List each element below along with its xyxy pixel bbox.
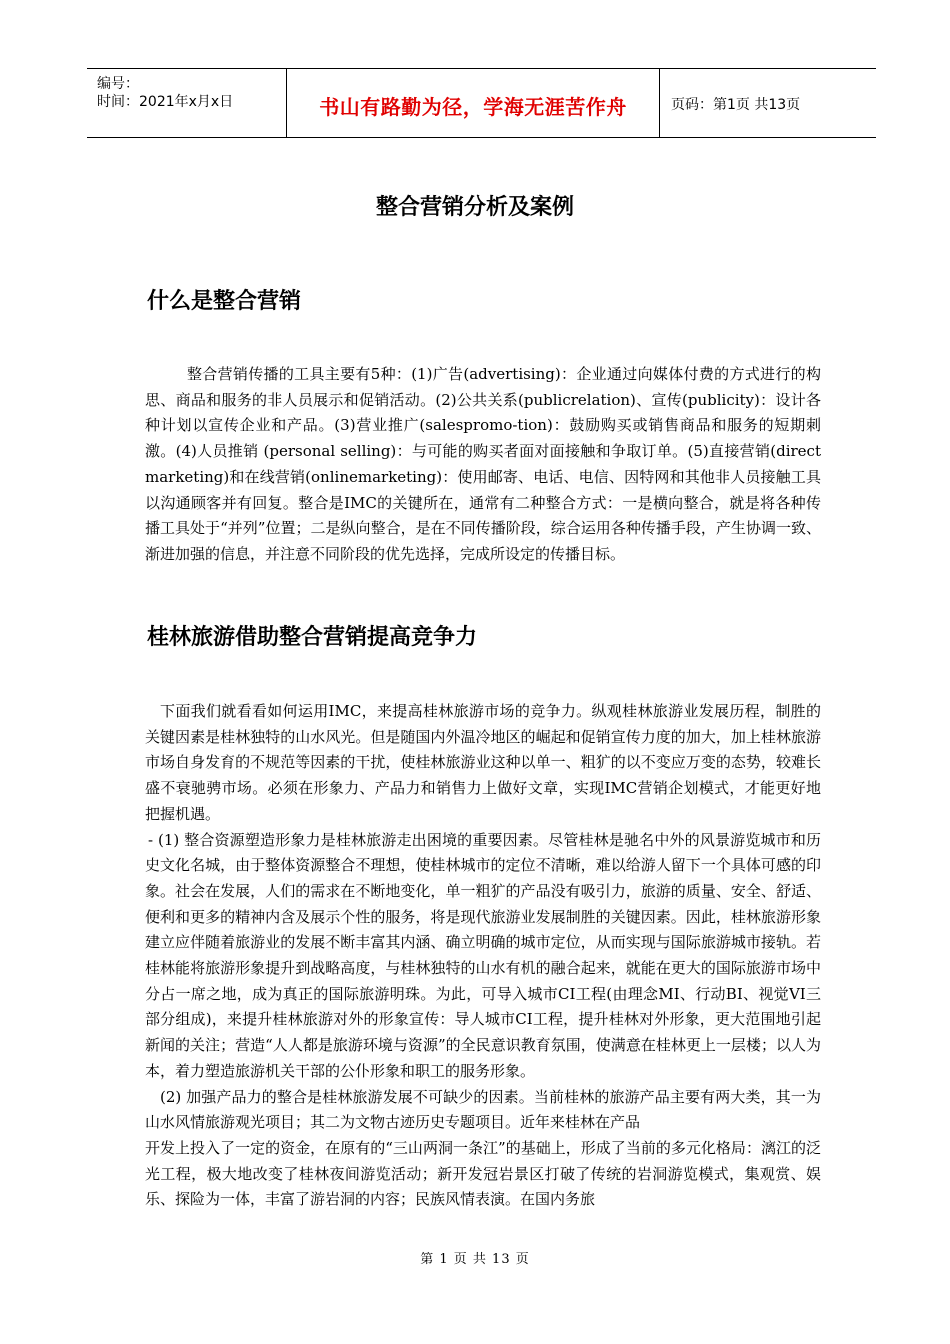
header-page-info: 页码：第1页 共13页 — [671, 97, 801, 113]
section-heading-guilin: 桂林旅游借助整合营销提高竞争力 — [147, 625, 478, 650]
header-meta — [97, 75, 233, 111]
section1-paragraph — [145, 362, 821, 568]
paragraph: (2) 加强产品力的整合是桂林旅游发展不可缺少的因素。当前桂林的旅游产品主要有两大类，其一为山水风情旅游观光项目；其二为文物古迹历史专题项目。近年来桂林在产品 — [145, 1087, 821, 1132]
paragraph: - (1) 整合资源塑造形象力是桂林旅游走出困境的重要因素。尽管桂林是驰名中外的风景游览城市和历史文化名城，由于整体资源整合不理想，使桂林城市的定位不清晰，难以给游人留下一个具体可感的印象。社会在发展，人们的需求在不断地变化，单一粗犷的产品没有吸引力，旅游的质量、安全、舒适、便利和更多的精神内含及展示个性的服务，将是现代旅游业发展制胜的关键因素。因此，桂林旅游形象建立应伴随着旅游业的发展不断丰富其内涵、确立明确的城市定位，从而实现与国际旅游城市接轨。若桂林能将旅游形象提升到战略高度，与桂林独特的山水有机的融合起来，就能在更大的国际旅游市场中分占一席之地，成为真正的国际旅游明珠。为此，可导入城市CI工程(由理念MI、行动BI、视觉VI三部分组成)，来提升桂林旅游对外的形象宣传：导人城市CI工程，提升桂林对外形象，更大范围地引起新闻的关注；营造“人人都是旅游环境与资源”的全民意识教育氛围，使满意在桂林更上一层楼；以人为本，着力塑造旅游机关干部的公仆形象和职工的服务形象。 — [145, 830, 821, 1080]
section-heading-what-is-imc: 什么是整合营销 — [147, 289, 302, 314]
document-title: 整合营销分析及案例 — [375, 195, 574, 220]
header-time: 时间：2021年x月x日 — [97, 94, 234, 110]
header-divider — [659, 69, 660, 137]
header-number: 编号： — [97, 76, 139, 92]
paragraph: 下面我们就看看如何运用IMC，来提高桂林旅游市场的竞争力。纵观桂林旅游业发展历程，制胜的关键因素是桂林独特的山水风光。但是随国内外温冷地区的崛起和促销宣传力度的加大，加上桂林旅游市场自身发育的不规范等因素的干扰，使桂林旅游业这种以单一、粗犷的以不变应万变的态势，较难长盛不衰驰骋市场。必须在形象力、产品力和销售力上做好文章，实现IMC营销企划模式，才能更好地把握机遇。 — [145, 702, 821, 823]
page-footer: 第 1 页 共 13 页 — [420, 1252, 530, 1267]
page-header — [87, 68, 876, 138]
header-motto: 书山有路勤为径，学海无涯苦作舟 — [319, 95, 627, 119]
paragraph: 整合营销传播的工具主要有5种：(1)广告(advertising)：企业通过向媒体付费的方式进行的构思、商品和服务的非人员展示和促销活动。(2)公共关系(publicrelation)、宣传(publicity)：设计各种计划以宣传企业和产品。(3)营业推广(salespromo-tion)：鼓励购买或销售商品和服务的短期刺激。(4)人员推销 (personal selling)：与可能的购买者面对面接触和争取订单。(5)直接营销(direct marketing)和在线营销(onlinemarketing)：使用邮寄、电话、电信、因特网和其他非人员接触工具以沟通顾客并有回复。整合是IMC的关键所在，通常有二种整合方式：一是横向整合，就是将各种传播工具处于“并列”位置；二是纵向整合，是在不同传播阶段，综合运用各种传播手段，产生协调一致、渐进加强的信息，并注意不同阶段的优先选择，完成所设定的传播目标。 — [145, 365, 821, 563]
paragraph: 开发上投入了一定的资金，在原有的“三山两洞一条江”的基础上，形成了当前的多元化格局：漓江的泛光工程，极大地改变了桂林夜间游览活动；新开发冠岩景区打破了传统的岩洞游览模式，集观赏、娱乐、探险为一体，丰富了游岩洞的内容；民族风情表演。在国内务旅 — [145, 1138, 821, 1209]
section2-body — [145, 699, 821, 1213]
